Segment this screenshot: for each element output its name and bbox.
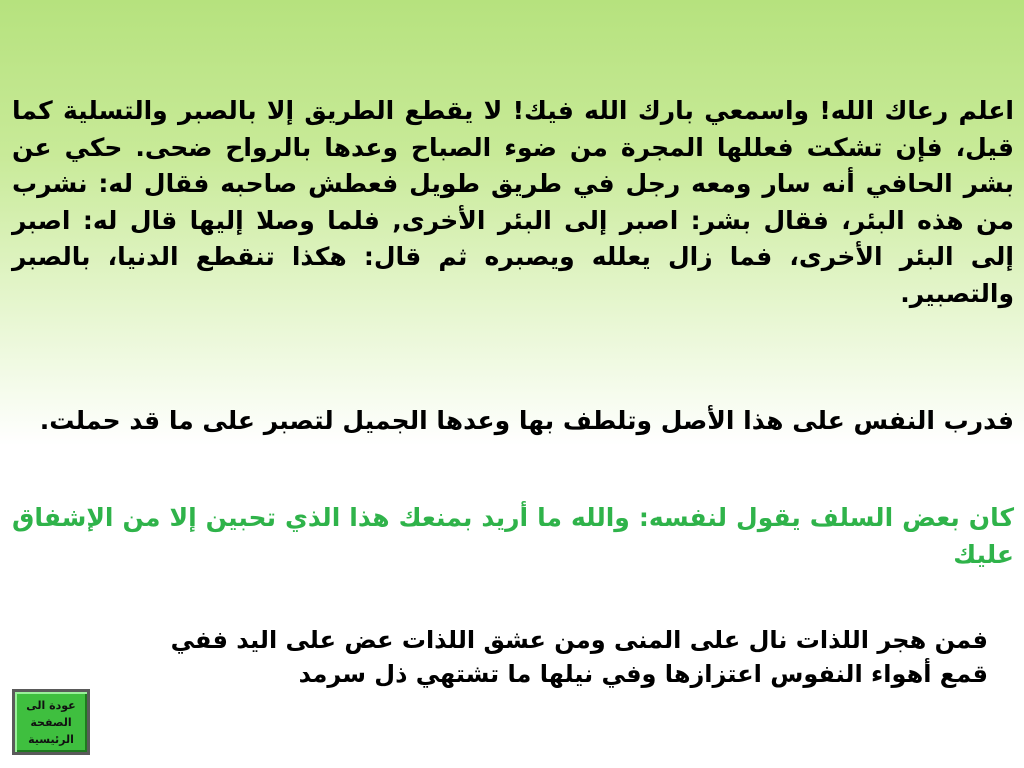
paragraph-patience-story: اعلم رعاك الله! واسمعي بارك الله فيك! لا يقطع الطريق إلا بالصبر والتسلية كما قيل، فإن تشكت فعللها المجرة من ضوء الصباح وعدها بالرواح ضحى. حكي عن بشر الحافي أنه سار ومعه رجل في طريق طويل فعطش صاحبه فقال له: نشرب من هذه البئر، فقال بشر: اصبر إلى البئر الأخرى, فلما وصلا إليها قال له: اصبر إلى البئر الأخرى، فما زال يعلله ويصبره ثم قال: هكذا تنقطع الدنيا، بالصبر والتصبير. xyxy=(12,96,1014,308)
paragraph-train-the-soul: فدرب النفس على هذا الأصل وتلطف بها وعدها الجميل لتصبر على ما قد حملت. xyxy=(39,406,1014,435)
poem-verse xyxy=(98,623,988,691)
home-button-label: عودة الى الصفحة الرئيسية xyxy=(26,698,76,746)
verse-line-2: قمع أهواء النفوس اعتزازها وفي نيلها ما تشتهي ذل سرمد xyxy=(298,660,988,688)
verse-line-1: فمن هجر اللذات نال على المنى ومن عشق اللذات عض على اليد ففي xyxy=(170,626,988,654)
home-button[interactable] xyxy=(12,689,90,755)
paragraph-salaf-quote: كان بعض السلف يقول لنفسه: والله ما أريد بمنعك هذا الذي تحبين إلا من الإشفاق عليك xyxy=(12,503,1014,569)
